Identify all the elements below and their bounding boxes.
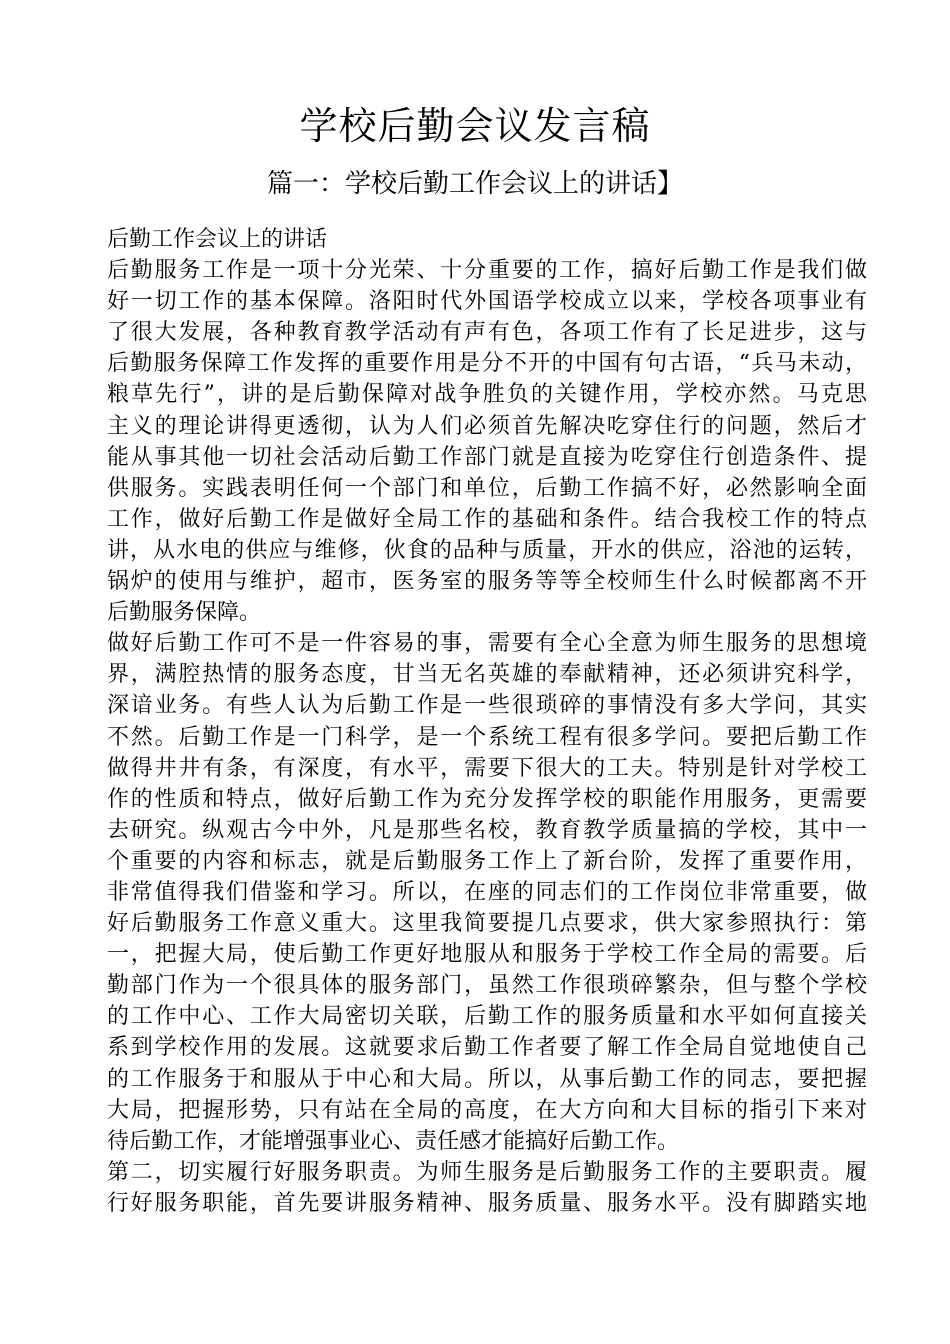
body-line: 好一切工作的基本保障。洛阳时代外国语学校成立以来，学校各项事业有 (107, 289, 867, 315)
body-line: 行好服务职能，首先要讲服务精神、服务质量、服务水平。没有脚踏实地 (107, 1190, 867, 1216)
body-line: 的工作服务于和服从于中心和大局。所以，从事后勤工作的同志，要把握 (107, 1066, 867, 1092)
body-line: 工作，做好后勤工作是做好全局工作的基础和条件。结合我校工作的特点 (107, 506, 867, 532)
body-line: 供服务。实践表明任何一个部门和单位，后勤工作搞不好，必然影响全面 (107, 475, 867, 501)
body-line: 做得井井有条，有深度，有水平，需要下很大的工夫。特别是针对学校工 (107, 755, 867, 781)
body-line: 后勤服务工作是一项十分光荣、十分重要的工作，搞好后勤工作是我们做 (107, 258, 867, 284)
document-subtitle: 篇一：学校后勤工作会议上的讲话】 (266, 169, 683, 199)
body-line: 个重要的内容和标志，就是后勤服务工作上了新台阶，发挥了重要作用， (107, 848, 867, 874)
document-title: 学校后勤会议发言稿 (299, 104, 651, 148)
body-line: 能从事其他一切社会活动后勤工作部门就是直接为吃穿住行创造条件、提 (107, 444, 867, 470)
body-line: 讲，从水电的供应与维修，伙食的品种与质量，开水的供应，浴池的运转， (107, 537, 867, 563)
body-line: 界，满腔热情的服务态度，甘当无名英雄的奉献精神，还必须讲究科学， (107, 662, 867, 688)
body-line: 作的性质和特点，做好后勤工作为充分发挥学校的职能作用服务，更需要 (107, 786, 867, 812)
body-line: 第二，切实履行好服务职责。为师生服务是后勤服务工作的主要职责。履 (107, 1159, 867, 1185)
body-line: 不然。后勤工作是一门科学，是一个系统工程有很多学问。要把后勤工作 (107, 724, 867, 750)
body-line: 后勤工作会议上的讲话 (107, 227, 328, 252)
body-line: 主义的理论讲得更透彻，认为人们必须首先解决吃穿住行的问题，然后才 (107, 413, 867, 439)
body-line: 粮草先行”，讲的是后勤保障对战争胜负的关键作用，学校亦然。马克思 (107, 382, 867, 408)
body-line: 待后勤工作，才能增强事业心、责任感才能搞好后勤工作。 (107, 1128, 680, 1154)
body-line: 做好后勤工作可不是一件容易的事，需要有全心全意为师生服务的思想境 (107, 631, 867, 657)
body-line: 后勤服务保障工作发挥的重要作用是分不开的中国有句古语，“兵马未动， (107, 351, 867, 377)
body-line: 非常值得我们借鉴和学习。所以，在座的同志们的工作岗位非常重要，做 (107, 879, 867, 905)
body-line: 了很大发展，各种教育教学活动有声有色，各项工作有了长足进步，这与 (107, 320, 867, 346)
body-line: 好后勤服务工作意义重大。这里我简要提几点要求，供大家参照执行：第 (107, 911, 867, 937)
body-line: 勤部门作为一个很具体的服务部门，虽然工作很琐碎繁杂，但与整个学校 (107, 973, 867, 999)
body-line: 大局，把握形势，只有站在全局的高度，在大方向和大目标的指引下来对 (107, 1097, 867, 1123)
body-line: 深谙业务。有些人认为后勤工作是一些很琐碎的事情没有多大学问，其实 (107, 693, 867, 719)
body-line: 后勤服务保障。 (107, 600, 262, 626)
body-line: 去研究。纵观古今中外，凡是那些名校，教育教学质量搞的学校，其中一 (107, 817, 867, 843)
body-line: 锅炉的使用与维护，超市，医务室的服务等等全校师生什么时候都离不开 (107, 569, 867, 595)
body-line: 系到学校作用的发展。这就要求后勤工作者要了解工作全局自觉地使自己 (107, 1035, 867, 1061)
body-line: 一，把握大局，使后勤工作更好地服从和服务于学校工作全局的需要。后 (107, 942, 867, 968)
body-line: 的工作中心、工作大局密切关联，后勤工作的服务质量和水平如何直接关 (107, 1004, 867, 1030)
document-body (107, 224, 867, 1219)
